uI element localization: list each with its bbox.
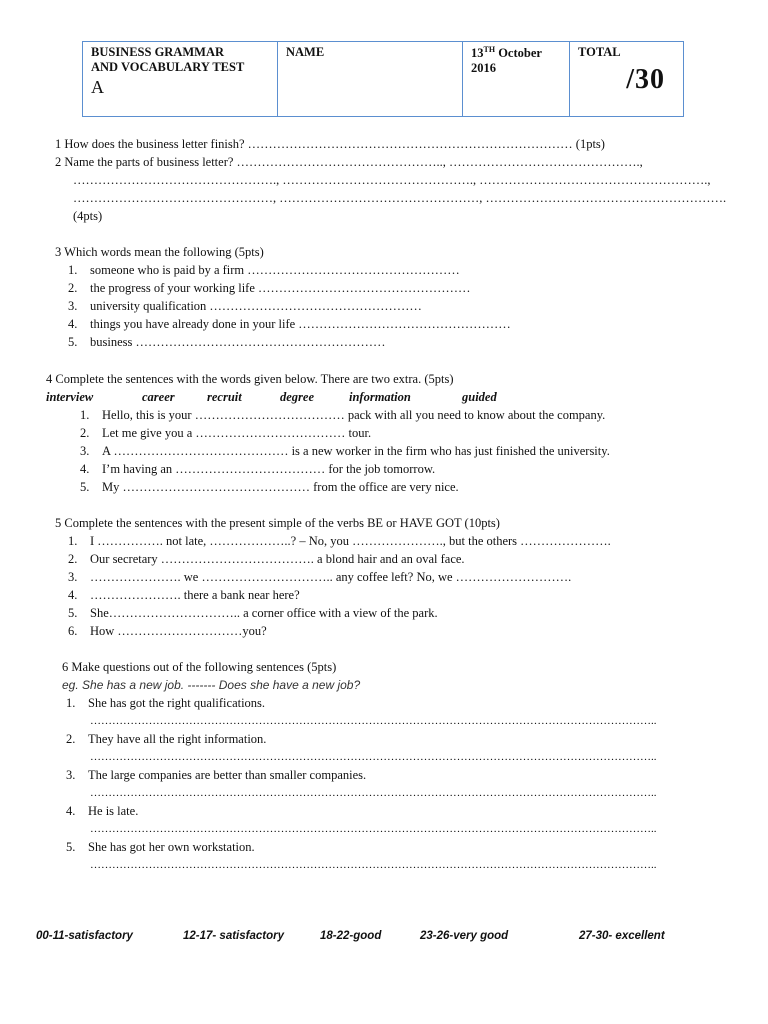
q3-item-text: someone who is paid by a firm …………………………………………… [90,263,460,277]
word-bank-item: guided [462,390,497,404]
q5-item-number: 3. [68,570,78,584]
q5-item [68,624,267,639]
q4-item [80,426,371,441]
q4-item-number: 5. [80,480,90,494]
q5-item-number: 1. [68,534,78,548]
date-day: 13 [471,46,484,61]
q6-item [66,804,138,819]
q6-item-number: 2. [66,732,76,746]
q3-item-text: university qualification …………………………………………… [90,299,422,313]
question-2-line1: 2 Name the parts of business letter? ………………………………………….., ………………………………………., [55,155,643,169]
q6-item-number: 1. [66,696,76,710]
question-1: 1 How does the business letter finish? …………………………………………………………………… (1pts) [55,137,605,151]
q6-item-text: They have all the right information. [88,732,267,746]
q6-item-text: The large companies are better than smaller companies. [88,768,367,782]
q4-item [80,462,435,477]
total-cell [570,42,684,117]
q4-item-text: Hello, this is your ……………………………… pack with all you need to know about the company. [102,408,606,422]
q5-item-number: 5. [68,606,78,620]
q6-answer-line[interactable]: ……………………………………………………………………………………………………………………………………….. [90,859,657,871]
header-table [82,41,684,117]
date-month: October [495,46,542,61]
q3-item-text: the progress of your working life …………………………………………… [90,281,471,295]
q6-answer-line[interactable]: ……………………………………………………………………………………………………………………………………….. [90,823,657,835]
q3-item [68,299,422,314]
q3-item [68,263,460,278]
q4-item [80,408,605,423]
q5-item-text: How …………………………you? [90,624,267,638]
test-title-line1: BUSINESS GRAMMAR [91,45,225,59]
date-cell [463,42,570,117]
q4-item-number: 1. [80,408,90,422]
test-version: A [91,77,104,97]
grade-range: 18-22-good [320,930,382,942]
q5-item-text: She………………………….. a corner office with a view of the park. [90,606,438,620]
q6-item [66,732,266,747]
q6-answer-line[interactable]: ……………………………………………………………………………………………………………………………………….. [90,751,657,763]
question-3-title: 3 Which words mean the following (5pts) [55,245,264,259]
word-bank-item: career [142,390,175,404]
q4-item-text: A …………………………………… is a new worker in the firm who has just finished the university. [102,444,610,458]
q3-item-number: 5. [68,335,78,349]
q3-item-number: 3. [68,299,78,313]
q5-item-text: Our secretary ………………………………. a blond hair and an oval face. [90,552,465,566]
name-label: NAME [286,45,325,59]
grading-scale [0,930,768,948]
q4-item-text: Let me give you a ……………………………… tour. [102,426,372,440]
word-bank-item: degree [280,390,315,404]
question-2-points: (4pts) [73,209,103,223]
q6-item [66,696,265,711]
grade-range: 27-30- excellent [579,930,665,942]
question-5-title: 5 Complete the sentences with the present simple of the verbs BE or HAVE GOT (10pts) [55,516,500,530]
q4-item-number: 3. [80,444,90,458]
total-score: /30 [626,64,665,95]
q3-item [68,335,386,350]
q3-item-number: 1. [68,263,78,277]
q4-item-text: My ……………………………………… from the office are very nice. [102,480,459,494]
q5-item [68,534,611,549]
q6-item-number: 3. [66,768,76,782]
grade-range: 23-26-very good [420,930,509,942]
q5-item-number: 6. [68,624,78,638]
q4-item [80,480,459,495]
q5-item [68,606,438,621]
name-cell[interactable] [278,42,463,117]
q3-item-number: 2. [68,281,78,295]
q6-item-text: He is late. [88,804,139,818]
question-6-title: 6 Make questions out of the following sentences (5pts) [62,660,337,674]
question-2-line2: …………………………………………., ………………………………………., ………………………………………………., [73,173,711,187]
q3-item-text: business …………………………………………………… [90,335,386,349]
grade-range: 12-17- satisfactory [183,930,284,942]
q6-example: eg. She has a new job. ------- Does she have a new job? [62,678,361,692]
q5-item-text: …………………. there a bank near here? [90,588,300,602]
q6-item [66,840,255,855]
q6-item [66,768,366,783]
test-title-cell [83,42,278,117]
q3-item-number: 4. [68,317,78,331]
q5-item-text: I ……………. not late, ………………..? – No, you …………………., but the others …………………. [90,534,611,548]
q4-item [80,444,610,459]
q5-item [68,552,465,567]
grade-range: 00-11-satisfactory [36,930,133,942]
date-sup: TH [483,45,496,54]
q3-item-text: things you have already done in your life …………………………………………… [90,317,511,331]
q6-item-text: She has got the right qualifications. [88,696,266,710]
q5-item [68,570,571,585]
q6-item-text: She has got her own workstation. [88,840,255,854]
q3-item [68,281,471,296]
q5-item [68,588,300,603]
question-4-title: 4 Complete the sentences with the words given below. There are two extra. (5pts) [46,372,454,386]
q4-item-text: I’m having an ……………………………… for the job tomorrow. [102,462,436,476]
q4-item-number: 4. [80,462,90,476]
total-label: TOTAL [578,45,621,59]
q4-item-number: 2. [80,426,90,440]
q6-answer-line[interactable]: ……………………………………………………………………………………………………………………………………….. [90,787,657,799]
q6-answer-line[interactable]: ……………………………………………………………………………………………………………………………………….. [90,715,657,727]
q5-item-text: …………………. we ………………………….. any coffee left? No, we ………………………. [90,570,572,584]
question-2-line3: …………………………………………, …………………………………………, …………………………………………………. [73,191,727,205]
word-bank-item: information [349,390,411,404]
q6-item-number: 4. [66,804,76,818]
q5-item-number: 4. [68,588,78,602]
q3-item [68,317,511,332]
word-bank-item: recruit [207,390,242,404]
q5-item-number: 2. [68,552,78,566]
word-bank-item: interview [46,390,94,404]
q6-item-number: 5. [66,840,76,854]
test-title-line2: AND VOCABULARY TEST [91,60,245,74]
date-year: 2016 [471,61,496,76]
